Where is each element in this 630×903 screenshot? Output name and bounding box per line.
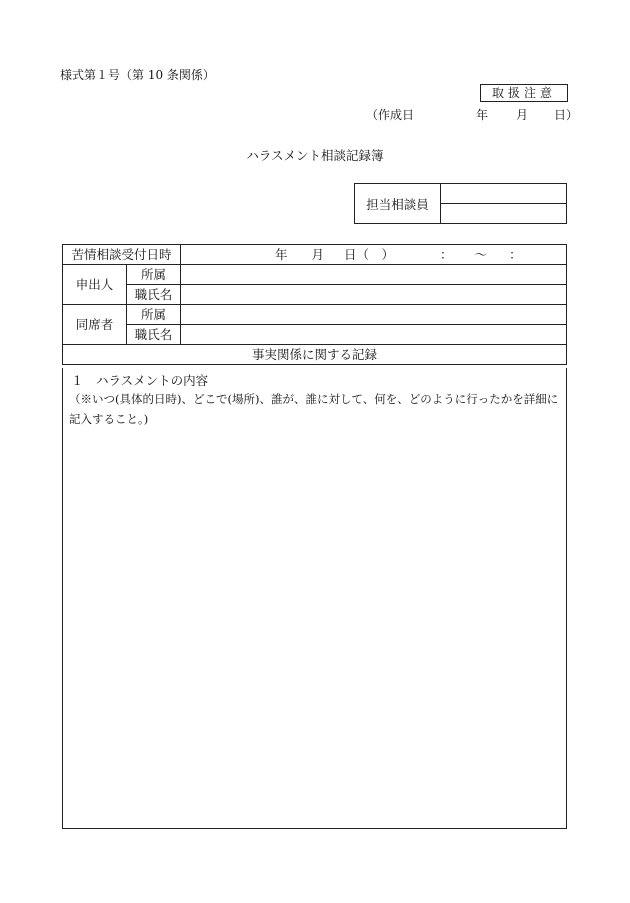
created-label: （作成日 [366,108,415,122]
applicant-name-label: 職氏名 [127,285,181,305]
handling-notice-box: 取扱注意 [480,84,568,102]
created-date [366,106,578,123]
applicant-name-field[interactable] [181,285,567,305]
page-title: ハラスメント相談記録簿 [246,148,384,163]
created-month: 月 [516,108,529,122]
record-table [62,244,567,365]
attendee-affiliation-label: 所属 [127,305,181,325]
datetime-colon-start: ： [440,247,453,262]
datetime-year: 年 [275,247,288,262]
content-instruction: （※いつ(具体的日時)、どこで(場所)、誰が、誰に対して、何を、どのように行ったかを詳細に記入すること。) [69,392,559,426]
attendee-label: 同席者 [63,305,127,345]
attendee-name-label: 職氏名 [127,325,181,345]
datetime-tilde: 〜 [474,247,488,262]
datetime-day: 日（ ） [344,247,395,262]
created-day: 日） [554,108,579,122]
harassment-content-area[interactable] [62,368,567,829]
created-year: 年 [476,108,489,122]
attendee-name-field[interactable] [181,325,567,345]
form-number: 様式第１号（第 10 条関係） [60,68,215,82]
applicant-affiliation-field[interactable] [181,265,567,285]
applicant-label: 申出人 [63,265,127,305]
datetime-colon-end: ： [509,247,522,262]
section-heading: １ ハラスメントの内容 [71,373,209,388]
facts-header: 事実関係に関する記録 [63,345,567,365]
officer-label: 担当相談員 [355,184,441,224]
datetime-field[interactable] [181,245,567,265]
attendee-affiliation-field[interactable] [181,305,567,325]
datetime-month: 月 [311,247,325,262]
officer-table [354,183,567,224]
officer-field-2[interactable] [441,204,567,224]
applicant-affiliation-label: 所属 [127,265,181,285]
datetime-label: 苦情相談受付日時 [63,245,181,265]
officer-field-1[interactable] [441,184,567,204]
